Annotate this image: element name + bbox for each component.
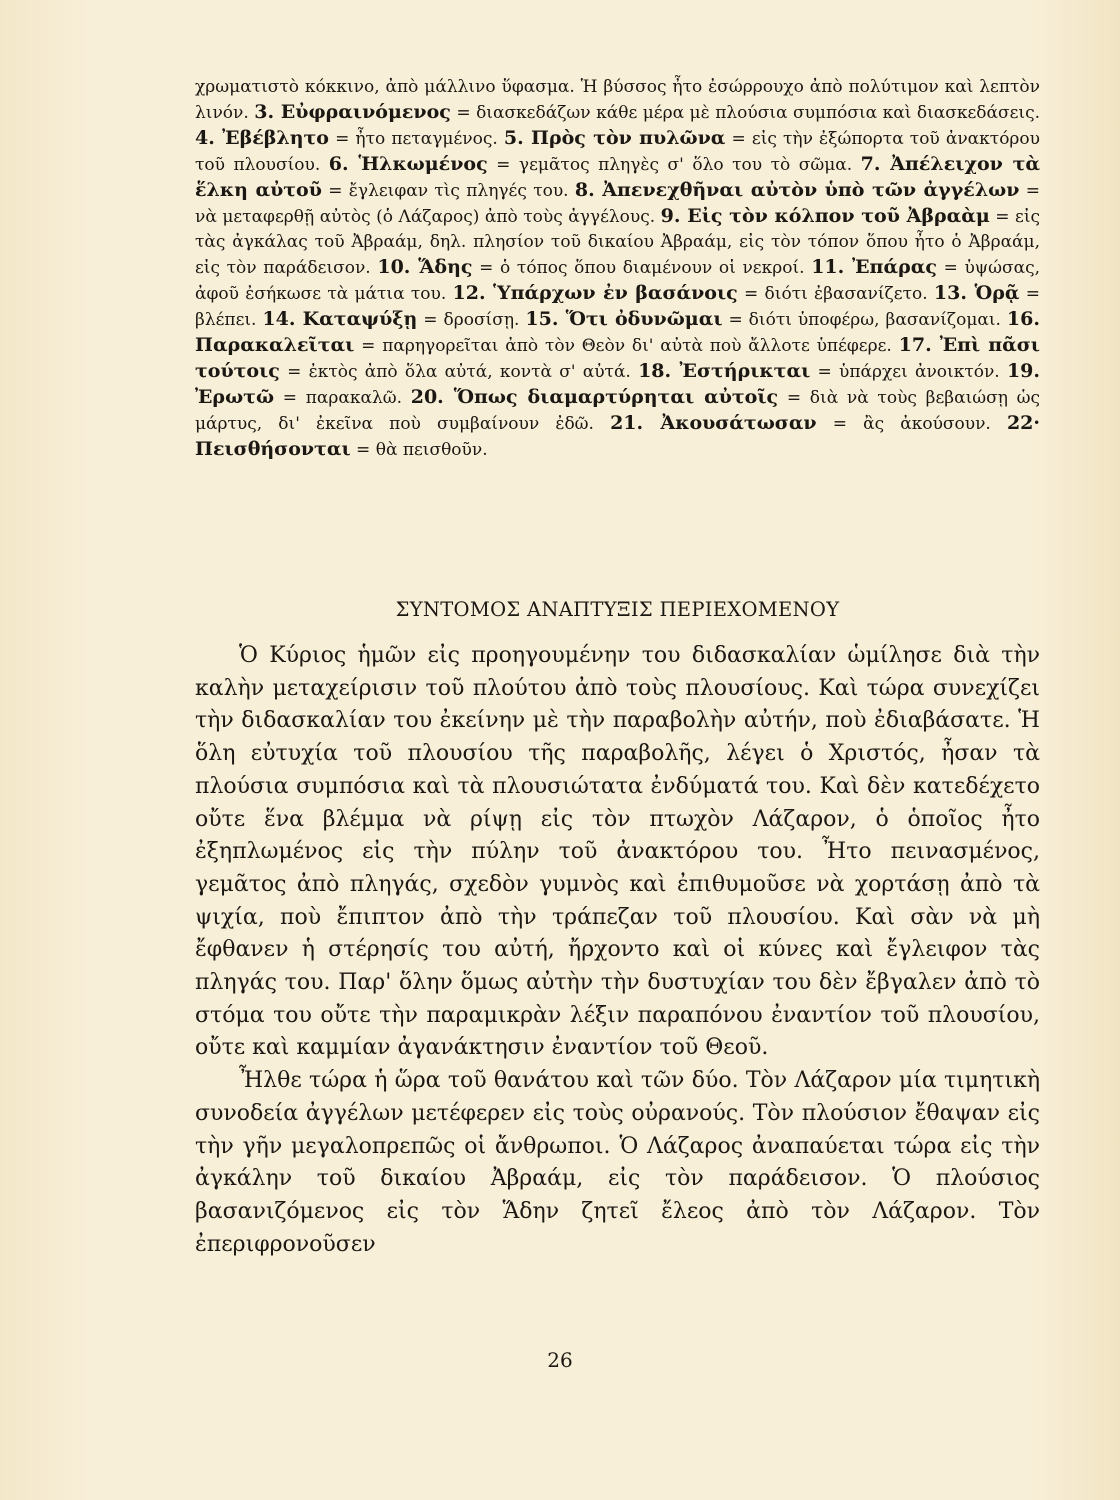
section-heading: ΣΥΝΤΟΜΟΣ ΑΝΑΠΤΥΞΙΣ ΠΕΡΙΕΧΟΜΕΝΟΥ [395, 598, 840, 621]
glossary-definition: = ὁ τόπος ὅπου διαμένουν οἱ νεκροί. [472, 258, 812, 278]
glossary-term: 5. Πρὸς τὸν πυλῶνα [503, 127, 726, 149]
glossary-definition: = διασκεδάζων κάθε μέρα μὲ πλούσια συμπόσια καὶ διασκεδάσεις. [450, 103, 1041, 123]
glossary-definition: = νὰ μεταφερθῇ αὐτὸς (ὁ Λάζαρος) ἀπὸ τοὺς ἀγγέλους. [195, 181, 1040, 227]
glossary-term: 15. Ὅτι ὀδυνῶμαι [525, 308, 723, 330]
body-paragraph: Ὁ Κύριος ἡμῶν εἰς προηγουμένην του διδασκαλίαν ὡμίλησε διὰ τὴν καλὴν μεταχείρισιν τοῦ πλούτου ἀπὸ τοὺς πλουσίους. Καὶ τώρα συνεχίζει τὴν διδασκαλίαν του ἐκείνην μὲ τὴν παραβολὴν αὐτήν, ποὺ ἐδιαβάσατε. Ἡ ὅλη εὐτυχία τοῦ πλουσίου τῆς παραβολῆς, λέγει ὁ Χριστός, ἦσαν τὰ πλούσια συμπόσια καὶ τὰ πλουσιώτατα ἐνδύματά του. Καὶ δὲν κατεδέχετο οὔτε ἕνα βλέμμα νὰ ρίψῃ εἰς τὸν πτωχὸν Λάζαρον, ὁ ὁποῖος ἦτο ἐξηπλωμένος εἰς τὴν πύλην τοῦ ἀνακτόρου του. Ἦτο πεινασμένος, γεμᾶτος ἀπὸ πληγάς, σχεδὸν γυμνὸς καὶ ἐπιθυμοῦσε νὰ χορτάσῃ ἀπὸ τὰ ψιχία, ποὺ ἔπιπτον ἀπὸ τὴν τράπεζαν τοῦ πλουσίου. Καὶ σὰν νὰ μὴ ἔφθανεν ἡ στέρησίς του αὐτή, ἤρχοντο καὶ οἱ κύνες καὶ ἔγλειφον τὰς πληγάς του. Παρ' ὅλην ὅμως αὐτὴν τὴν δυστυχίαν του δὲν ἔβγαλεν ἀπὸ τὸ στόμα του οὔτε τὴν παραμικρὰν λέξιν παραπόνου ἐναντίον τοῦ πλουσίου, οὔτε καὶ καμμίαν ἀγανάκτησιν ἐναντίον τοῦ Θεοῦ. [195, 643, 1040, 1061]
glossary-definition: = εἰς τὰς ἀγκάλας τοῦ Ἀβραάμ, δηλ. πλησίον τοῦ δικαίου Ἀβραάμ, εἰς τὸν τόπον ὅπου ἦτο ὁ Ἀβραάμ, εἰς τὸν παράδεισον. [195, 207, 1041, 278]
glossary-term: 18. Ἐστήρικται [638, 360, 811, 382]
page-number: 26 [547, 1348, 573, 1372]
glossary-term: 6. Ἡλκωμένος [328, 153, 488, 175]
glossary-term: 17. Ἐπὶ πᾶσι τούτοις [195, 334, 1040, 382]
glossary-term: 7. Ἀπέλειχον τὰ ἕλκη αὐτοῦ [195, 153, 1040, 201]
glossary-definition: = διὰ νὰ τοὺς βεβαιώσῃ ὡς μάρτυς, δι' ἐκεῖνα ποὺ συμβαίνουν ἐδῶ. [195, 388, 1041, 434]
glossary-definition: = ἔγλειφαν τὶς πληγές του. [321, 181, 575, 201]
glossary-definition: = παρηγορεῖται ἀπὸ τὸν Θεὸν δι' αὐτὰ ποὺ ἄλλοτε ὑπέφερε. [354, 336, 899, 356]
glossary-term: 4. Ἐβέβλητο [195, 127, 329, 149]
glossary-definition: = διότι ἐβασανίζετο. [737, 284, 934, 304]
glossary-definition: = ἂς ἀκούσουν. [816, 414, 1007, 434]
glossary-term: 21. Ἀκουσάτωσαν [610, 412, 817, 434]
glossary-definition: = βλέπει. [195, 284, 1041, 330]
body-text [195, 640, 1040, 1261]
glossary-paragraph [195, 75, 1040, 463]
glossary-text: χρωματιστὸ κόκκινο, ἀπὸ μάλλινο ὕφασμα. Ἡ βύσσος ἦτο ἐσώρρουχο ἀπὸ πολύτιμον καὶ λεπτὸν λινόν. [195, 77, 1040, 123]
glossary-term: 3. Εὐφραινόμενος [254, 101, 451, 123]
glossary-term: 9. Εἰς τὸν κόλπον τοῦ Ἀβραὰμ [660, 205, 990, 227]
glossary-definition: = δροσίσῃ. [417, 310, 526, 330]
glossary-term: 13. Ὁρᾷ [933, 282, 1020, 304]
glossary-term: 8. Ἀπενεχθῆναι αὐτὸν ὑπὸ τῶν ἀγγέλων [574, 179, 1020, 201]
glossary-term: 19. Ἐρωτῶ [195, 360, 1040, 408]
glossary-term: 11. Ἐπάρας [811, 256, 937, 278]
glossary-definition: = εἰς τὴν ἐξώπορτα τοῦ ἀνακτόρου τοῦ πλουσίου. [195, 129, 1040, 175]
glossary-definition: = ὑπάρχει ἀνοικτόν. [810, 362, 1007, 382]
body-paragraph: Ἦλθε τώρα ἡ ὥρα τοῦ θανάτου καὶ τῶν δύο. Τὸν Λάζαρον μία τιμητικὴ συνοδεία ἀγγέλων μετέφερεν εἰς τοὺς οὐρανούς. Τὸν πλούσιον ἔθαψαν εἰς τὴν γῆν μεγαλοπρεπῶς οἱ ἄνθρωποι. Ὁ Λάζαρος ἀναπαύεται τώρα εἰς τὴν ἀγκάλην τοῦ δικαίου Ἀβραάμ, εἰς τὸν παράδεισον. Ὁ πλούσιος βασανιζόμενος εἰς τὸν Ἅδην ζητεῖ ἔλεος ἀπὸ τὸν Λάζαρον. Τὸν ἐπεριφρονοῦσεν [195, 1068, 1040, 1257]
glossary-term: 10. Ἅδης [377, 256, 473, 278]
glossary-definition: = γεμᾶτος πληγὲς σ' ὅλο του τὸ σῶμα. [487, 155, 861, 175]
glossary-definition: = θὰ πεισθοῦν. [350, 440, 488, 460]
glossary-term: 20. Ὅπως διαμαρτύρηται αὐτοῖς [410, 386, 779, 408]
glossary-term: 16. Παρακαλεῖται [195, 308, 1040, 356]
glossary-definition: = παρακαλῶ. [274, 388, 411, 408]
glossary-term: 22· Πεισθήσονται [195, 412, 1040, 460]
glossary-definition: = ἐκτὸς ἀπὸ ὅλα αὐτά, κοντὰ σ' αὐτά. [279, 362, 639, 382]
glossary-notes [195, 75, 1040, 463]
glossary-term: 14. Καταψύξῃ [262, 308, 418, 330]
glossary-definition: = ὑψώσας, ἀφοῦ ἐσήκωσε τὰ μάτια του. [195, 258, 1041, 304]
glossary-term: 12. Ὑπάρχων ἐν βασάνοις [452, 282, 738, 304]
glossary-definition: = ἦτο πεταγμένος. [328, 129, 504, 149]
glossary-definition: = διότι ὑποφέρω, βασανίζομαι. [722, 310, 1007, 330]
